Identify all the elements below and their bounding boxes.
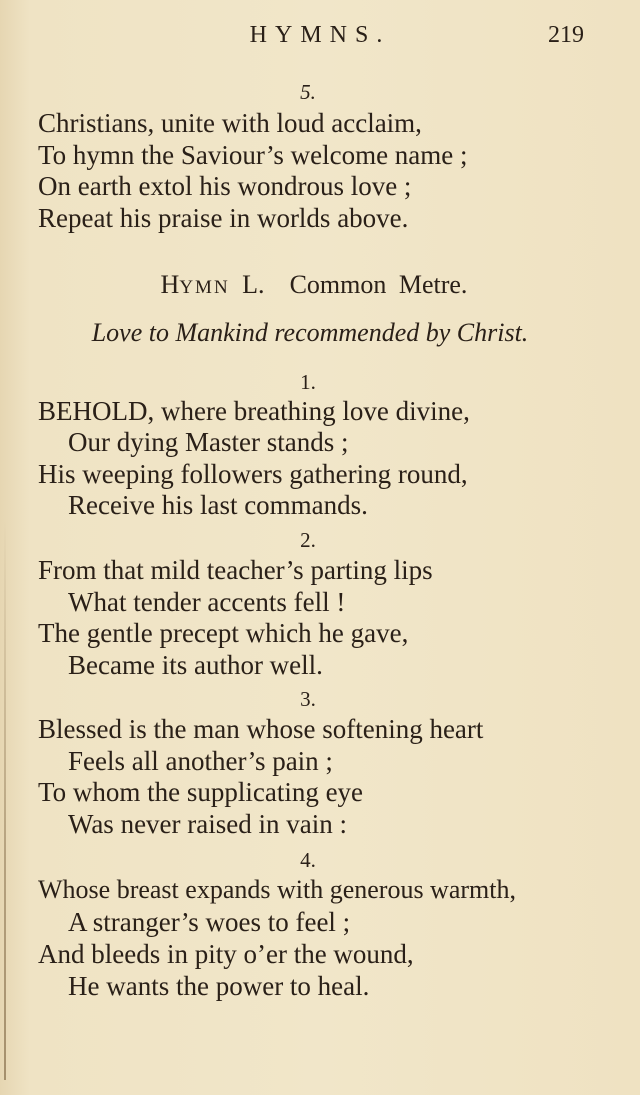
stanza-number: 2. bbox=[300, 528, 316, 552]
verse-line: Feels all another’s pain ; bbox=[68, 746, 333, 776]
verse-line: The gentle precept which he gave, bbox=[38, 618, 409, 648]
stanza-number: 1. bbox=[300, 370, 316, 394]
verse-line: A stranger’s woes to feel ; bbox=[68, 907, 351, 937]
hymn-subtitle: Love to Mankind recommended by Christ. bbox=[91, 318, 529, 347]
verse-line: To whom the supplicating eye bbox=[38, 777, 364, 807]
verse-line: Receive his last commands. bbox=[68, 490, 368, 520]
verse-line: BEHOLD, where breathing love divine, bbox=[38, 396, 470, 426]
hymn-title-rest: YMN bbox=[179, 277, 230, 298]
hymn-metre: Common Metre. bbox=[289, 270, 468, 299]
verse-line: Was never raised in vain : bbox=[68, 809, 347, 839]
verse-line: On earth extol his wondrous love ; bbox=[38, 171, 412, 201]
verse-line: Became its author well. bbox=[68, 650, 323, 680]
running-header: HYMNS. bbox=[249, 22, 391, 48]
verse-line: His weeping followers gathering round, bbox=[38, 459, 468, 489]
verse-line: Repeat his praise in worlds above. bbox=[38, 203, 409, 233]
hymn-title-initial: H bbox=[160, 270, 180, 299]
stanza-number: 5. bbox=[300, 80, 316, 104]
verse-line: Whose breast expands with generous warmth, bbox=[38, 875, 516, 904]
verse-line: To hymn the Saviour’s welcome name ; bbox=[38, 140, 468, 170]
verse-line: Christians, unite with loud acclaim, bbox=[38, 108, 422, 138]
stanza-number: 4. bbox=[300, 848, 316, 872]
verse-line: And bleeds in pity o’er the wound, bbox=[38, 939, 414, 969]
verse-line: From that mild teacher’s parting lips bbox=[38, 555, 433, 585]
verse-line: What tender accents fell ! bbox=[68, 587, 346, 617]
page-number: 219 bbox=[548, 22, 584, 48]
verse-line: Blessed is the man whose softening heart bbox=[38, 714, 484, 744]
stanza-number: 3. bbox=[300, 687, 316, 711]
verse-line: Our dying Master stands ; bbox=[68, 427, 349, 457]
verse-line: He wants the power to heal. bbox=[68, 971, 370, 1001]
hymn-number: L. bbox=[242, 270, 265, 299]
hymn-title bbox=[0, 270, 628, 300]
page-edge-shadow bbox=[4, 520, 6, 1080]
